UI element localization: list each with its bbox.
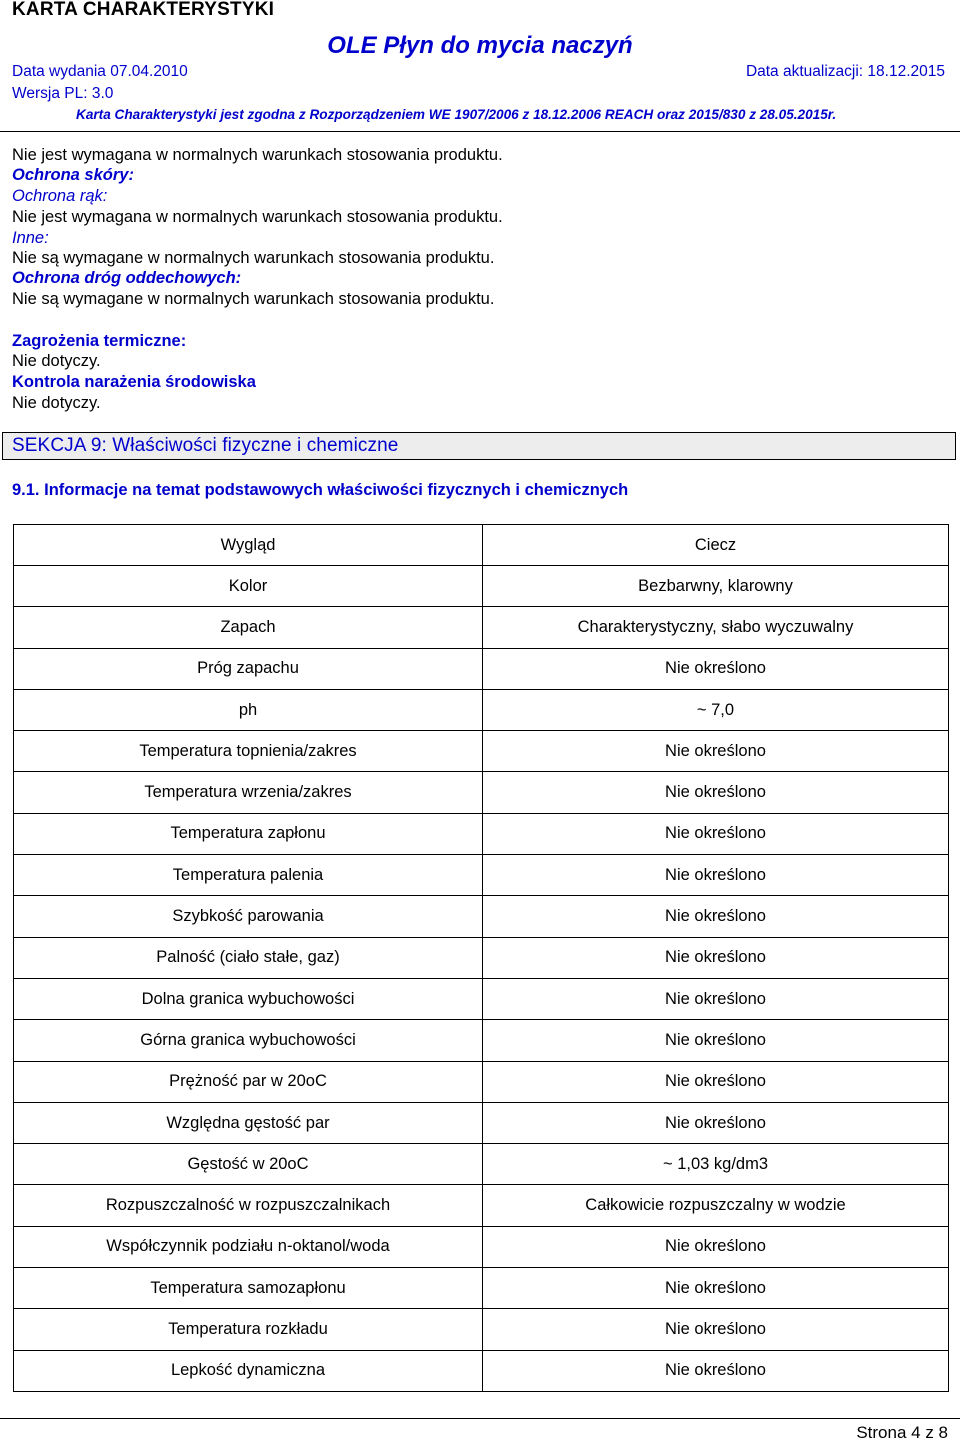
table-row xyxy=(14,772,949,813)
property-name: Kolor xyxy=(14,566,483,607)
property-value: Nie określono xyxy=(483,1020,949,1061)
property-value: Nie określono xyxy=(483,772,949,813)
eye-protection-text: Nie jest wymagana w normalnych warunkach stosowania produktu. xyxy=(12,146,503,164)
property-value: Nie określono xyxy=(483,1309,949,1350)
property-name: Dolna granica wybuchowości xyxy=(14,978,483,1019)
property-value: ~ 7,0 xyxy=(483,689,949,730)
section-9-title: SEKCJA 9: Właściwości fizyczne i chemiczne xyxy=(12,435,399,456)
thermal-hazards-heading: Zagrożenia termiczne: xyxy=(12,332,187,350)
property-value: Nie określono xyxy=(483,896,949,937)
table-row xyxy=(14,937,949,978)
version: Wersja PL: 3.0 xyxy=(12,85,114,102)
property-name: Prężność par w 20oC xyxy=(14,1061,483,1102)
property-value: Nie określono xyxy=(483,813,949,854)
product-name: OLE Płyn do mycia naczyń xyxy=(327,32,633,59)
property-name: Temperatura palenia xyxy=(14,855,483,896)
table-row xyxy=(14,607,949,648)
table-row xyxy=(14,525,949,566)
property-name: Lepkość dynamiczna xyxy=(14,1350,483,1391)
property-value: ~ 1,03 kg/dm3 xyxy=(483,1144,949,1185)
property-value: Nie określono xyxy=(483,648,949,689)
property-name: Zapach xyxy=(14,607,483,648)
property-name: Górna granica wybuchowości xyxy=(14,1020,483,1061)
document-title: KARTA CHARAKTERYSTYKI xyxy=(12,0,275,20)
property-value: Nie określono xyxy=(483,1268,949,1309)
page-number: Strona 4 z 8 xyxy=(856,1423,948,1442)
property-name: Współczynnik podziału n-oktanol/woda xyxy=(14,1226,483,1267)
table-row xyxy=(14,1144,949,1185)
thermal-hazards-text: Nie dotyczy. xyxy=(12,352,101,370)
table-row xyxy=(14,1061,949,1102)
hand-protection-text: Nie jest wymagana w normalnych warunkach stosowania produktu. xyxy=(12,208,503,226)
table-row xyxy=(14,1268,949,1309)
property-name: Szybkość parowania xyxy=(14,896,483,937)
table-row xyxy=(14,813,949,854)
property-value: Całkowicie rozpuszczalny w wodzie xyxy=(483,1185,949,1226)
other-protection-heading: Inne: xyxy=(12,229,49,247)
property-name: Palność (ciało stałe, gaz) xyxy=(14,937,483,978)
property-name: ph xyxy=(14,689,483,730)
property-name: Próg zapachu xyxy=(14,648,483,689)
property-value: Nie określono xyxy=(483,1061,949,1102)
property-name: Temperatura zapłonu xyxy=(14,813,483,854)
table-row xyxy=(14,1309,949,1350)
footer-divider xyxy=(0,1418,960,1419)
table-row xyxy=(14,1020,949,1061)
table-row xyxy=(14,1102,949,1143)
table-row xyxy=(14,1185,949,1226)
property-value: Nie określono xyxy=(483,1226,949,1267)
property-name: Wygląd xyxy=(14,525,483,566)
table-row xyxy=(14,1226,949,1267)
property-value: Nie określono xyxy=(483,1102,949,1143)
environmental-exposure-heading: Kontrola narażenia środowiska xyxy=(12,373,256,391)
respiratory-protection-text: Nie są wymagane w normalnych warunkach stosowania produktu. xyxy=(12,290,495,308)
hand-protection-heading: Ochrona rąk: xyxy=(12,187,108,205)
table-row xyxy=(14,566,949,607)
property-value: Nie określono xyxy=(483,978,949,1019)
property-value: Nie określono xyxy=(483,937,949,978)
properties-table xyxy=(13,524,949,1392)
table-row xyxy=(14,978,949,1019)
table-row xyxy=(14,1350,949,1391)
table-row xyxy=(14,648,949,689)
table-row xyxy=(14,689,949,730)
property-value: Bezbarwny, klarowny xyxy=(483,566,949,607)
table-row xyxy=(14,896,949,937)
property-name: Temperatura samozapłonu xyxy=(14,1268,483,1309)
other-protection-text: Nie są wymagane w normalnych warunkach stosowania produktu. xyxy=(12,249,495,267)
regulation-note: Karta Charakterystyki jest zgodna z Rozporządzeniem WE 1907/2006 z 18.12.2006 REACH oraz 2015/830 z 28.05.2015r. xyxy=(76,107,837,122)
property-name: Temperatura wrzenia/zakres xyxy=(14,772,483,813)
issue-date: Data wydania 07.04.2010 xyxy=(12,63,188,80)
property-name: Temperatura rozkładu xyxy=(14,1309,483,1350)
update-date: Data aktualizacji: 18.12.2015 xyxy=(745,63,945,80)
property-name: Rozpuszczalność w rozpuszczalnikach xyxy=(14,1185,483,1226)
section-9-1-title: 9.1. Informacje na temat podstawowych właściwości fizycznych i chemicznych xyxy=(12,481,629,499)
table-row xyxy=(14,855,949,896)
table-row xyxy=(14,731,949,772)
property-value: Nie określono xyxy=(483,731,949,772)
property-value: Charakterystyczny, słabo wyczuwalny xyxy=(483,607,949,648)
property-value: Nie określono xyxy=(483,855,949,896)
property-value: Ciecz xyxy=(483,525,949,566)
property-name: Temperatura topnienia/zakres xyxy=(14,731,483,772)
header-divider xyxy=(0,131,960,132)
property-name: Gęstość w 20oC xyxy=(14,1144,483,1185)
property-name: Względna gęstość par xyxy=(14,1102,483,1143)
skin-protection-heading: Ochrona skóry: xyxy=(12,166,134,184)
environmental-exposure-text: Nie dotyczy. xyxy=(12,394,101,412)
property-value: Nie określono xyxy=(483,1350,949,1391)
respiratory-protection-heading: Ochrona dróg oddechowych: xyxy=(12,269,242,287)
